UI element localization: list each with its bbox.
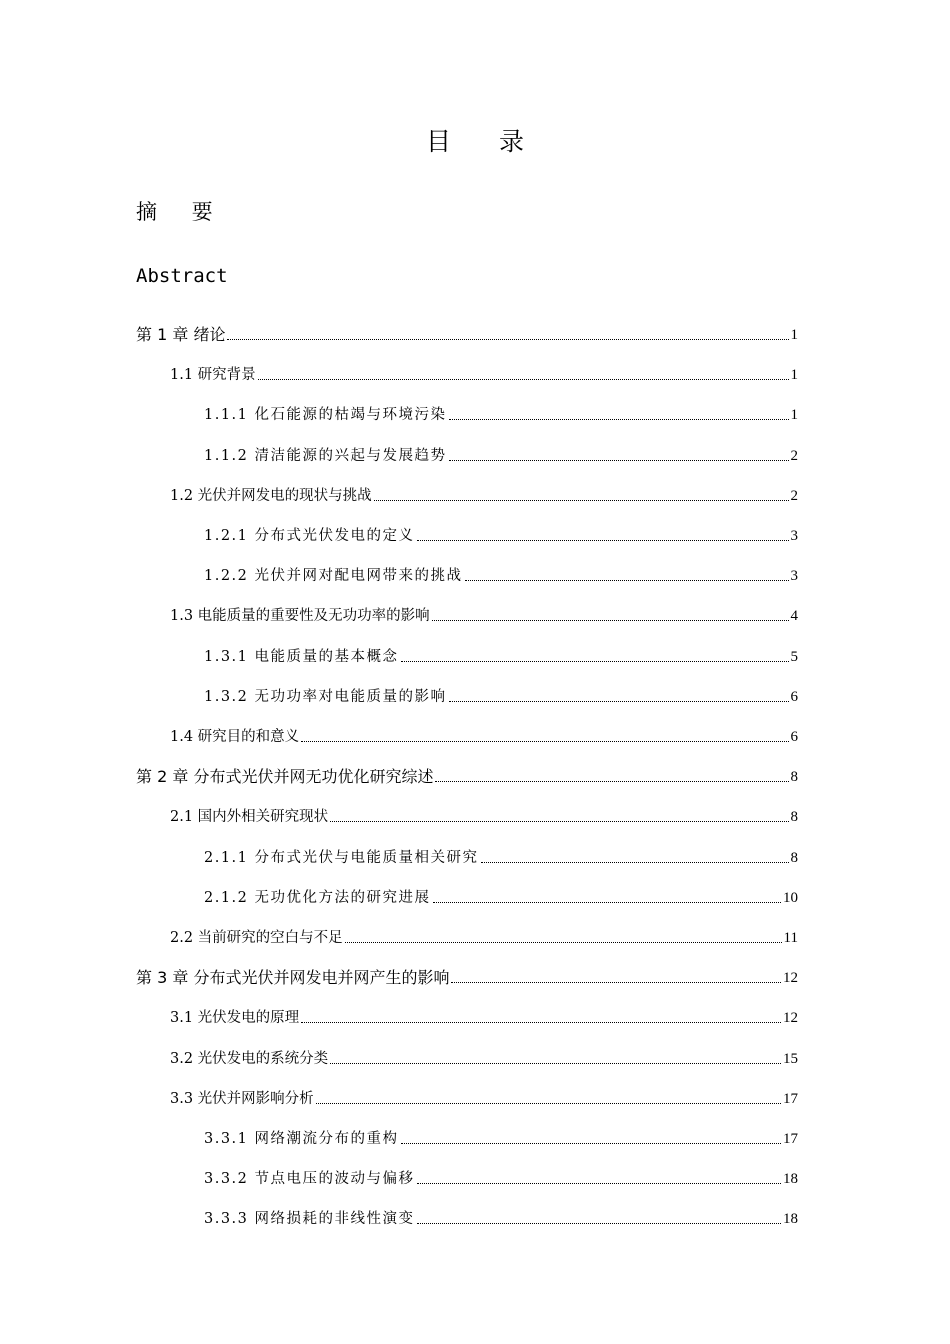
- toc-dot-leader: [258, 379, 789, 380]
- toc-entry-title: 1.2.1 分布式光伏发电的定义: [204, 528, 415, 544]
- toc-dot-leader: [330, 821, 788, 822]
- toc-entry-page: 15: [783, 1050, 798, 1067]
- toc-entry[interactable]: [170, 1044, 798, 1068]
- toc-entry-page: 3: [790, 528, 798, 544]
- toc-entry-page: 1: [790, 407, 798, 424]
- toc-entry-title: 2.1 国内外相关研究现状: [170, 809, 329, 826]
- toc-entry-title: 3.3.2 节点电压的波动与偏移: [204, 1171, 415, 1188]
- toc-dot-leader: [481, 862, 789, 863]
- toc-entry[interactable]: [204, 521, 798, 545]
- toc-entry-title: 3.3.1 网络潮流分布的重构: [204, 1131, 399, 1147]
- toc-entry-title: 1.2 光伏并网发电的现状与挑战: [170, 487, 372, 504]
- toc-entry[interactable]: [170, 360, 798, 384]
- toc-entry-title: 2.2 当前研究的空白与不足: [170, 930, 343, 946]
- toc-abstract-en[interactable]: Abstract: [136, 265, 228, 287]
- toc-entry-page: 8: [790, 809, 798, 826]
- toc-entry[interactable]: [170, 1084, 798, 1108]
- toc-entry-title: 1.1.2 清洁能源的兴起与发展趋势: [204, 447, 447, 464]
- toc-entry[interactable]: [204, 441, 798, 465]
- toc-entry-title: 1.3.1 电能质量的基本概念: [204, 648, 399, 665]
- toc-entry[interactable]: [204, 883, 798, 907]
- toc-dot-leader: [433, 902, 781, 903]
- toc-entry[interactable]: [170, 802, 798, 826]
- toc-entry-title: 第 1 章 绪论: [136, 325, 226, 344]
- toc-entry[interactable]: [136, 320, 798, 344]
- toc-entry-page: 6: [790, 729, 798, 745]
- toc-entry-page: 11: [783, 930, 798, 946]
- toc-entry-title: 3.3 光伏并网影响分析: [170, 1090, 314, 1107]
- toc-entry-page: 3: [790, 568, 798, 585]
- toc-entry-page: 2: [790, 447, 798, 464]
- toc-entry-page: 17: [783, 1131, 798, 1147]
- toc-entry-title: 第 2 章 分布式光伏并网无功优化研究综述: [136, 767, 434, 787]
- toc-dot-leader: [330, 1063, 781, 1064]
- toc-dot-leader: [301, 741, 788, 742]
- toc-dot-leader: [227, 339, 788, 340]
- toc-entry[interactable]: [136, 762, 798, 786]
- toc-entry-page: 12: [783, 1010, 798, 1027]
- toc-entry-page: 4: [790, 608, 798, 625]
- toc-entry-title: 1.4 研究目的和意义: [170, 729, 300, 745]
- toc-entry[interactable]: [170, 923, 798, 947]
- toc-dot-leader: [449, 460, 789, 461]
- toc-entry-page: 8: [790, 849, 798, 866]
- toc-entry-title: 3.3.3 网络损耗的非线性演变: [204, 1211, 415, 1228]
- toc-dot-leader: [451, 982, 781, 983]
- toc-entry-title: 1.1 研究背景: [170, 367, 256, 384]
- toc-entry[interactable]: [170, 601, 798, 625]
- toc-dot-leader: [449, 701, 789, 702]
- toc-entry[interactable]: [204, 843, 798, 867]
- toc-dot-leader: [417, 1223, 781, 1224]
- toc-entry-title: 1.2.2 光伏并网对配电网带来的挑战: [204, 568, 463, 585]
- toc-entry-page: 12: [783, 970, 798, 987]
- toc-entry[interactable]: [204, 1124, 798, 1148]
- toc-entry[interactable]: [204, 400, 798, 424]
- toc-dot-leader: [316, 1103, 781, 1104]
- toc-entry-page: 8: [790, 769, 798, 786]
- toc-dot-leader: [301, 1022, 781, 1023]
- toc-entry[interactable]: [204, 561, 798, 585]
- toc-entry-page: 10: [783, 889, 798, 906]
- toc-dot-leader: [465, 580, 789, 581]
- toc-entry[interactable]: [204, 1204, 798, 1228]
- toc-entry-title: 1.1.1 化石能源的枯竭与环境污染: [204, 407, 447, 424]
- toc-entry[interactable]: [170, 481, 798, 505]
- toc-entry[interactable]: [170, 1003, 798, 1027]
- toc-abstract-cn[interactable]: 摘 要: [136, 200, 227, 224]
- toc-entry-title: 第 3 章 分布式光伏并网发电并网产生的影响: [136, 968, 450, 988]
- toc-dot-leader: [401, 1143, 781, 1144]
- toc-entry[interactable]: [204, 642, 798, 666]
- toc-entry-page: 18: [783, 1211, 798, 1228]
- toc-entry-title: 2.1.1 分布式光伏与电能质量相关研究: [204, 849, 479, 866]
- page-title: 目 录: [426, 127, 544, 156]
- toc-entry-page: 6: [790, 688, 798, 705]
- toc-entry[interactable]: [204, 682, 798, 706]
- toc-entry-page: 2: [790, 487, 798, 504]
- toc-entry-page: 18: [783, 1171, 798, 1188]
- toc-dot-leader: [432, 620, 789, 621]
- toc-dot-leader: [401, 661, 789, 662]
- toc-entry[interactable]: [204, 1164, 798, 1188]
- toc-dot-leader: [435, 781, 788, 782]
- toc-entry[interactable]: [170, 722, 798, 746]
- toc-entry-title: 3.2 光伏发电的系统分类: [170, 1050, 329, 1067]
- toc-entry[interactable]: [136, 963, 798, 987]
- toc-entry-title: 1.3.2 无功功率对电能质量的影响: [204, 688, 447, 705]
- toc-entry-page: 5: [790, 648, 798, 665]
- toc-dot-leader: [417, 540, 789, 541]
- toc-entry-page: 17: [783, 1090, 798, 1107]
- toc-entry-title: 2.1.2 无功优化方法的研究进展: [204, 889, 431, 906]
- toc-dot-leader: [417, 1183, 781, 1184]
- toc-entry-page: 1: [790, 367, 798, 384]
- toc-dot-leader: [345, 942, 782, 943]
- toc-dot-leader: [374, 500, 789, 501]
- toc-dot-leader: [449, 419, 789, 420]
- toc-entry-page: 1: [790, 327, 798, 343]
- toc-entry-title: 3.1 光伏发电的原理: [170, 1010, 300, 1027]
- toc-entry-title: 1.3 电能质量的重要性及无功功率的影响: [170, 608, 430, 625]
